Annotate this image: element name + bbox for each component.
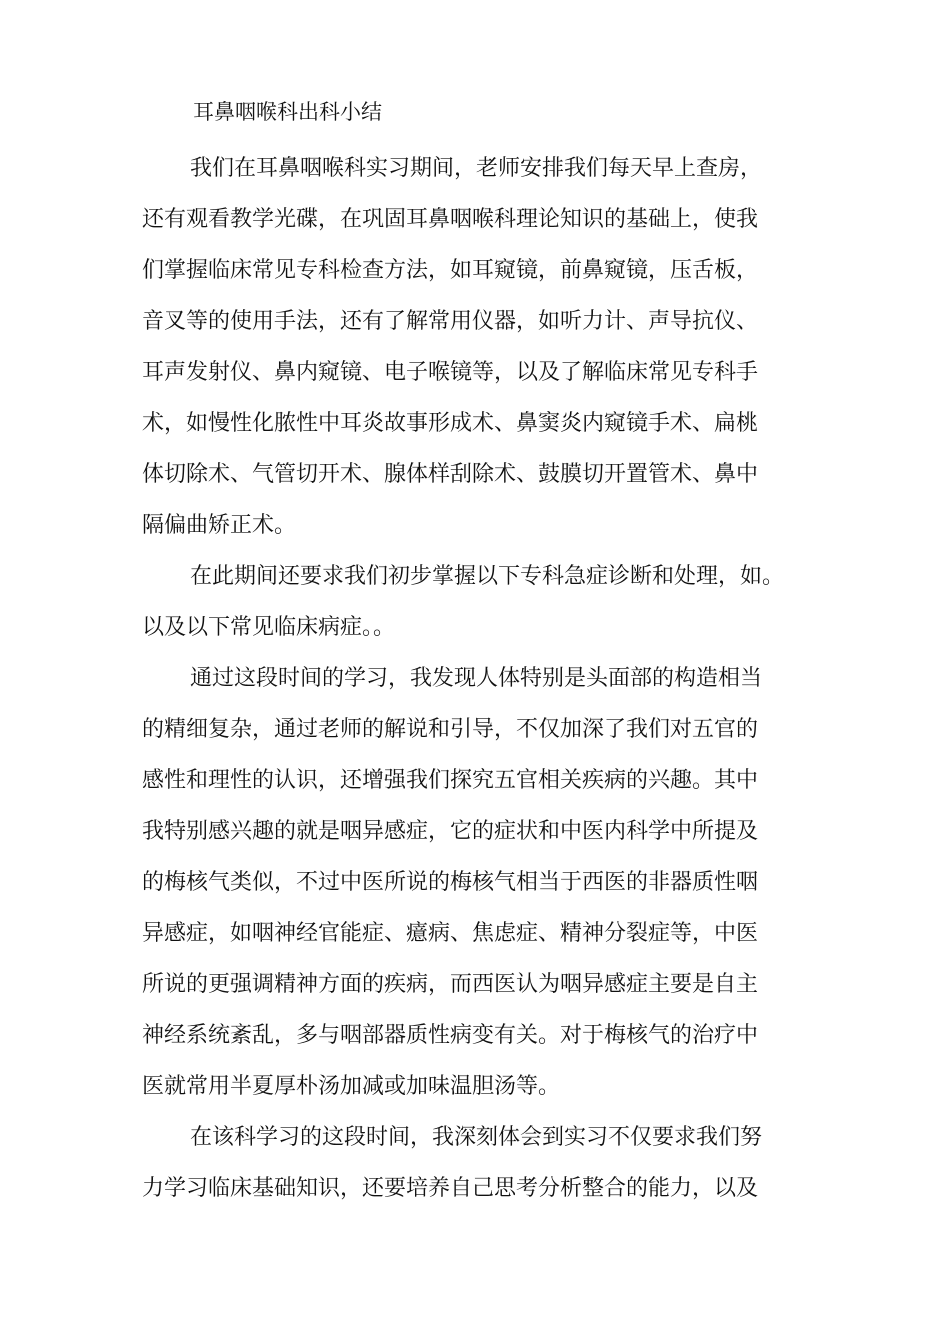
paragraph-1-line-7: 体切除术、气管切开术、腺体样刮除术、鼓膜切开置管术、鼻中 <box>142 462 759 487</box>
paragraph-3-line-9: 医就常用半夏厚朴汤加减或加味温胆汤等。 <box>142 1074 561 1099</box>
paragraph-2-line-2: 以及以下常见临床病症。。 <box>142 615 396 640</box>
paragraph-2-line-1: 在此期间还要求我们初步掌握以下专科急症诊断和处理，如。 <box>190 564 785 589</box>
document-title: 耳鼻咽喉科出科小结 <box>193 100 382 124</box>
paragraph-4-line-2: 力学习临床基础知识，还要培养自己思考分析整合的能力，以及 <box>142 1176 759 1201</box>
paragraph-1-line-6: 术，如慢性化脓性中耳炎故事形成术、鼻窦炎内窥镜手术、扁桃 <box>142 411 759 436</box>
paragraph-3-line-3: 感性和理性的认识，还增强我们探究五官相关疾病的兴趣。其中 <box>142 768 759 793</box>
paragraph-3-line-8: 神经系统紊乱，多与咽部器质性病变有关。对于梅核气的治疗中 <box>142 1023 759 1048</box>
paragraph-3-line-7: 所说的更强调精神方面的疾病，而西医认为咽异感症主要是自主 <box>142 972 759 997</box>
paragraph-3-line-2: 的精细复杂，通过老师的解说和引导，不仅加深了我们对五官的 <box>142 717 759 742</box>
document-body <box>142 143 828 1214</box>
paragraph-1-line-1: 我们在耳鼻咽喉科实习期间，老师安排我们每天早上查房， <box>190 156 763 181</box>
paragraph-4-line-1: 在该科学习的这段时间，我深刻体会到实习不仅要求我们努 <box>190 1125 763 1150</box>
paragraph-1-line-8: 隔偏曲矫正术。 <box>142 513 297 538</box>
paragraph-1-line-3: 们掌握临床常见专科检查方法，如耳窥镜，前鼻窥镜，压舌板， <box>142 258 759 283</box>
paragraph-3-line-4: 我特别感兴趣的就是咽异感症，它的症状和中医内科学中所提及 <box>142 819 759 844</box>
paragraph-1-line-2: 还有观看教学光碟，在巩固耳鼻咽喉科理论知识的基础上，使我 <box>142 207 759 232</box>
paragraph-1-line-5: 耳声发射仪、鼻内窥镜、电子喉镜等，以及了解临床常见专科手 <box>142 360 759 385</box>
paragraph-3-line-1: 通过这段时间的学习，我发现人体特别是头面部的构造相当 <box>190 666 763 691</box>
paragraph-1-line-4: 音叉等的使用手法，还有了解常用仪器，如听力计、声导抗仪、 <box>142 309 759 334</box>
paragraph-3-line-6: 异感症，如咽神经官能症、癔病、焦虑症、精神分裂症等，中医 <box>142 921 759 946</box>
paragraph-3-line-5: 的梅核气类似，不过中医所说的梅核气相当于西医的非器质性咽 <box>142 870 759 895</box>
